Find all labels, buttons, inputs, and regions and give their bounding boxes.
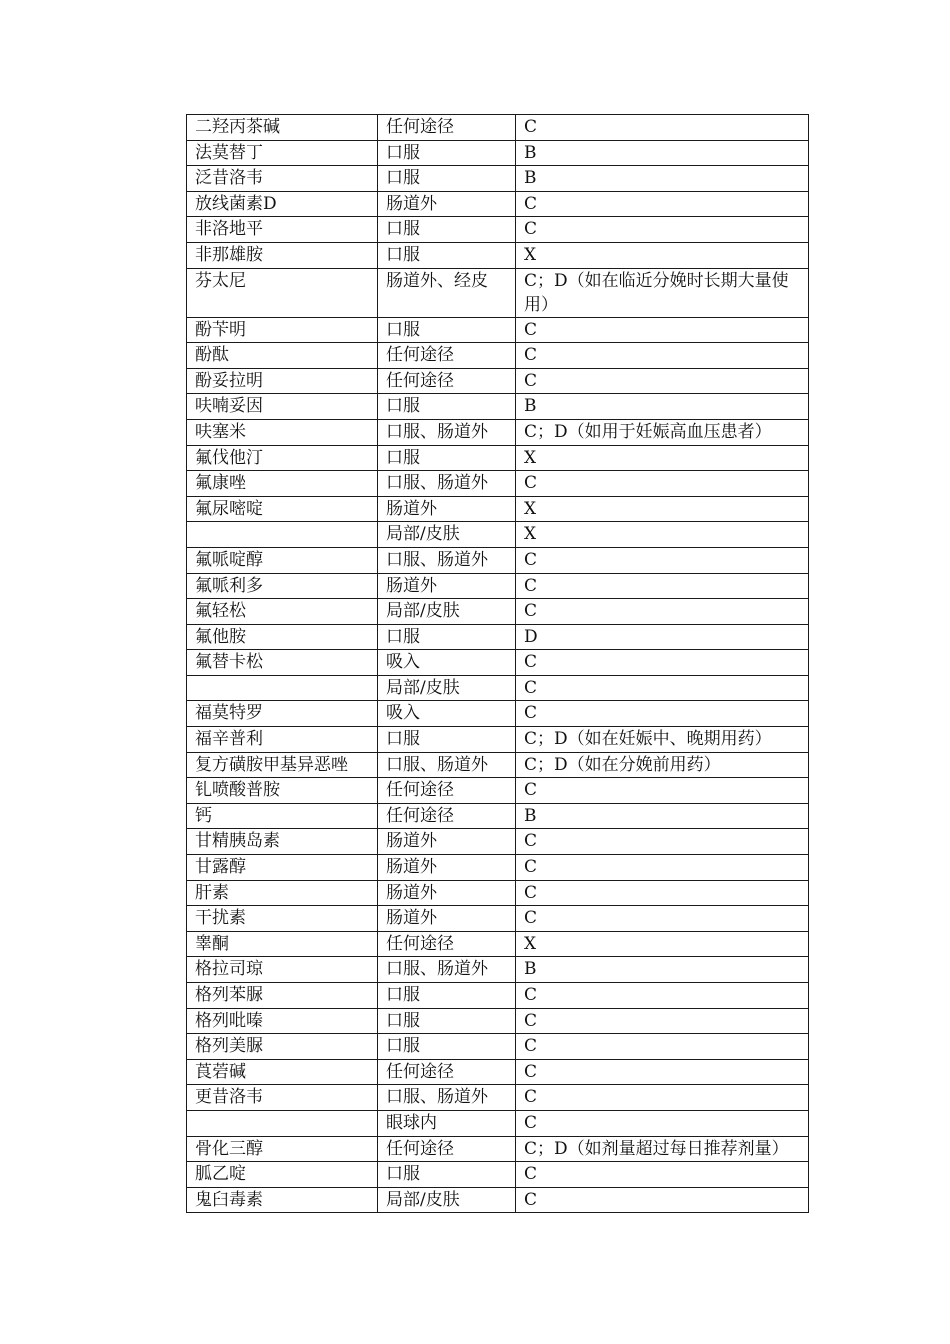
pregnancy-category-cell: C: [516, 906, 809, 932]
drug-name-cell: 氟轻松: [187, 599, 378, 625]
pregnancy-category-cell: C: [516, 829, 809, 855]
table-row: [187, 1162, 809, 1188]
route-cell: 口服、肠道外: [378, 471, 516, 497]
table-row: [187, 931, 809, 957]
route-cell: 眼球内: [378, 1110, 516, 1136]
route-cell: 任何途径: [378, 115, 516, 141]
table-row: [187, 1085, 809, 1111]
route-cell: 口服: [378, 624, 516, 650]
table-row: [187, 829, 809, 855]
table-row: [187, 752, 809, 778]
table-row: [187, 242, 809, 268]
route-cell: 任何途径: [378, 931, 516, 957]
pregnancy-category-cell: C: [516, 701, 809, 727]
pregnancy-category-cell: C: [516, 217, 809, 243]
route-cell: 口服、肠道外: [378, 1085, 516, 1111]
route-cell: 口服: [378, 140, 516, 166]
pregnancy-category-cell: C: [516, 1162, 809, 1188]
table-row: [187, 624, 809, 650]
pregnancy-category-cell: C: [516, 983, 809, 1009]
route-cell: 吸入: [378, 650, 516, 676]
drug-name-cell: 更昔洛韦: [187, 1085, 378, 1111]
pregnancy-category-cell: C: [516, 880, 809, 906]
table-row: [187, 445, 809, 471]
pregnancy-category-cell: C: [516, 1085, 809, 1111]
route-cell: 任何途径: [378, 343, 516, 369]
pregnancy-category-cell: C: [516, 368, 809, 394]
route-cell: 口服: [378, 983, 516, 1009]
pregnancy-category-cell: C: [516, 675, 809, 701]
drug-name-cell: 氟哌啶醇: [187, 547, 378, 573]
drug-name-cell: 泛昔洛韦: [187, 166, 378, 192]
pregnancy-category-cell: C: [516, 855, 809, 881]
table-row: [187, 522, 809, 548]
pregnancy-category-cell: C: [516, 650, 809, 676]
route-cell: 肠道外: [378, 829, 516, 855]
drug-name-cell: 氟康唑: [187, 471, 378, 497]
drug-name-cell: [187, 1110, 378, 1136]
drug-name-cell: 钙: [187, 803, 378, 829]
pregnancy-category-cell: C: [516, 1110, 809, 1136]
table-row: [187, 1034, 809, 1060]
table-row: [187, 1136, 809, 1162]
pregnancy-category-cell: B: [516, 140, 809, 166]
drug-name-cell: 格列美脲: [187, 1034, 378, 1060]
route-cell: 肠道外: [378, 191, 516, 217]
drug-name-cell: 格拉司琼: [187, 957, 378, 983]
table-row: [187, 880, 809, 906]
drug-name-cell: 酚妥拉明: [187, 368, 378, 394]
route-cell: 口服: [378, 1008, 516, 1034]
table-row: [187, 727, 809, 753]
drug-name-cell: 呋喃妥因: [187, 394, 378, 420]
pregnancy-category-cell: B: [516, 803, 809, 829]
pregnancy-category-cell: B: [516, 957, 809, 983]
route-cell: 口服: [378, 1034, 516, 1060]
drug-name-cell: 格列苯脲: [187, 983, 378, 1009]
pregnancy-category-cell: C: [516, 1034, 809, 1060]
table-row: [187, 394, 809, 420]
route-cell: 任何途径: [378, 1059, 516, 1085]
table-row: [187, 1008, 809, 1034]
drug-name-cell: 非那雄胺: [187, 242, 378, 268]
route-cell: 口服: [378, 166, 516, 192]
table-row: [187, 115, 809, 141]
drug-name-cell: 鬼臼毒素: [187, 1187, 378, 1213]
pregnancy-category-cell: C: [516, 1059, 809, 1085]
route-cell: 任何途径: [378, 803, 516, 829]
route-cell: 口服: [378, 727, 516, 753]
drug-name-cell: 甘露醇: [187, 855, 378, 881]
route-cell: 任何途径: [378, 1136, 516, 1162]
drug-name-cell: 福莫特罗: [187, 701, 378, 727]
table-row: [187, 217, 809, 243]
route-cell: 口服: [378, 1162, 516, 1188]
drug-name-cell: 复方磺胺甲基异恶唑: [187, 752, 378, 778]
table-row: [187, 140, 809, 166]
drug-name-cell: 氟尿嘧啶: [187, 496, 378, 522]
table-row: [187, 599, 809, 625]
drug-name-cell: 骨化三醇: [187, 1136, 378, 1162]
route-cell: 吸入: [378, 701, 516, 727]
table-row: [187, 701, 809, 727]
route-cell: 肠道外: [378, 880, 516, 906]
table-row: [187, 675, 809, 701]
route-cell: 口服、肠道外: [378, 547, 516, 573]
table-row: [187, 419, 809, 445]
route-cell: 局部/皮肤: [378, 599, 516, 625]
route-cell: 口服: [378, 445, 516, 471]
pregnancy-category-cell: C；D（如用于妊娠高血压患者）: [516, 419, 809, 445]
route-cell: 口服、肠道外: [378, 419, 516, 445]
table-row: [187, 166, 809, 192]
table-row: [187, 906, 809, 932]
pregnancy-category-cell: C；D（如在临近分娩时长期大量使用）: [516, 268, 809, 317]
route-cell: 局部/皮肤: [378, 675, 516, 701]
route-cell: 肠道外: [378, 906, 516, 932]
table-row: [187, 1110, 809, 1136]
table-row: [187, 573, 809, 599]
pregnancy-category-cell: D: [516, 624, 809, 650]
table-row: [187, 547, 809, 573]
drug-name-cell: 氟替卡松: [187, 650, 378, 676]
table-row: [187, 855, 809, 881]
drug-name-cell: 芬太尼: [187, 268, 378, 317]
pregnancy-category-cell: C: [516, 1008, 809, 1034]
route-cell: 口服: [378, 217, 516, 243]
table-row: [187, 343, 809, 369]
pregnancy-category-cell: C: [516, 115, 809, 141]
drug-name-cell: 福辛普利: [187, 727, 378, 753]
pregnancy-category-cell: X: [516, 242, 809, 268]
route-cell: 肠道外: [378, 855, 516, 881]
route-cell: 局部/皮肤: [378, 522, 516, 548]
route-cell: 任何途径: [378, 368, 516, 394]
pregnancy-category-cell: C；D（如在妊娠中、晚期用药）: [516, 727, 809, 753]
table-row: [187, 1187, 809, 1213]
route-cell: 局部/皮肤: [378, 1187, 516, 1213]
drug-name-cell: 酚苄明: [187, 317, 378, 343]
route-cell: 肠道外、经皮: [378, 268, 516, 317]
drug-name-cell: 睾酮: [187, 931, 378, 957]
route-cell: 口服: [378, 317, 516, 343]
table-row: [187, 957, 809, 983]
drug-name-cell: 法莫替丁: [187, 140, 378, 166]
drug-name-cell: 干扰素: [187, 906, 378, 932]
pregnancy-category-cell: X: [516, 931, 809, 957]
pregnancy-category-cell: C: [516, 599, 809, 625]
pregnancy-category-cell: B: [516, 166, 809, 192]
pregnancy-category-cell: X: [516, 445, 809, 471]
pregnancy-category-cell: C: [516, 547, 809, 573]
table-row: [187, 317, 809, 343]
drug-name-cell: 酚酞: [187, 343, 378, 369]
pregnancy-category-cell: X: [516, 522, 809, 548]
drug-name-cell: 非洛地平: [187, 217, 378, 243]
route-cell: 口服、肠道外: [378, 957, 516, 983]
route-cell: 任何途径: [378, 778, 516, 804]
table-row: [187, 471, 809, 497]
pregnancy-category-cell: C: [516, 317, 809, 343]
drug-name-cell: 格列吡嗪: [187, 1008, 378, 1034]
table-body: [187, 115, 809, 1213]
pregnancy-category-cell: C: [516, 191, 809, 217]
drug-name-cell: 氟伐他汀: [187, 445, 378, 471]
drug-name-cell: 氟哌利多: [187, 573, 378, 599]
drug-pregnancy-category-table: [186, 114, 809, 1213]
route-cell: 口服: [378, 394, 516, 420]
pregnancy-category-cell: C；D（如剂量超过每日推荐剂量）: [516, 1136, 809, 1162]
table-row: [187, 1059, 809, 1085]
pregnancy-category-cell: B: [516, 394, 809, 420]
pregnancy-category-cell: C: [516, 573, 809, 599]
route-cell: 肠道外: [378, 496, 516, 522]
drug-name-cell: 甘精胰岛素: [187, 829, 378, 855]
drug-name-cell: [187, 675, 378, 701]
route-cell: 口服: [378, 242, 516, 268]
drug-name-cell: [187, 522, 378, 548]
pregnancy-category-cell: X: [516, 496, 809, 522]
table-row: [187, 983, 809, 1009]
drug-name-cell: 氟他胺: [187, 624, 378, 650]
table-row: [187, 650, 809, 676]
drug-name-cell: 二羟丙茶碱: [187, 115, 378, 141]
table-row: [187, 778, 809, 804]
table-row: [187, 191, 809, 217]
route-cell: 肠道外: [378, 573, 516, 599]
drug-name-cell: 胍乙啶: [187, 1162, 378, 1188]
table-row: [187, 496, 809, 522]
drug-name-cell: 钆喷酸普胺: [187, 778, 378, 804]
pregnancy-category-cell: C: [516, 343, 809, 369]
table-row: [187, 268, 809, 317]
table-row: [187, 368, 809, 394]
route-cell: 口服、肠道外: [378, 752, 516, 778]
drug-name-cell: 放线菌素D: [187, 191, 378, 217]
pregnancy-category-cell: C: [516, 471, 809, 497]
drug-name-cell: 肝素: [187, 880, 378, 906]
pregnancy-category-cell: C: [516, 1187, 809, 1213]
pregnancy-category-cell: C: [516, 778, 809, 804]
table-row: [187, 803, 809, 829]
pregnancy-category-cell: C；D（如在分娩前用药）: [516, 752, 809, 778]
drug-name-cell: 呋塞米: [187, 419, 378, 445]
drug-name-cell: 莨菪碱: [187, 1059, 378, 1085]
